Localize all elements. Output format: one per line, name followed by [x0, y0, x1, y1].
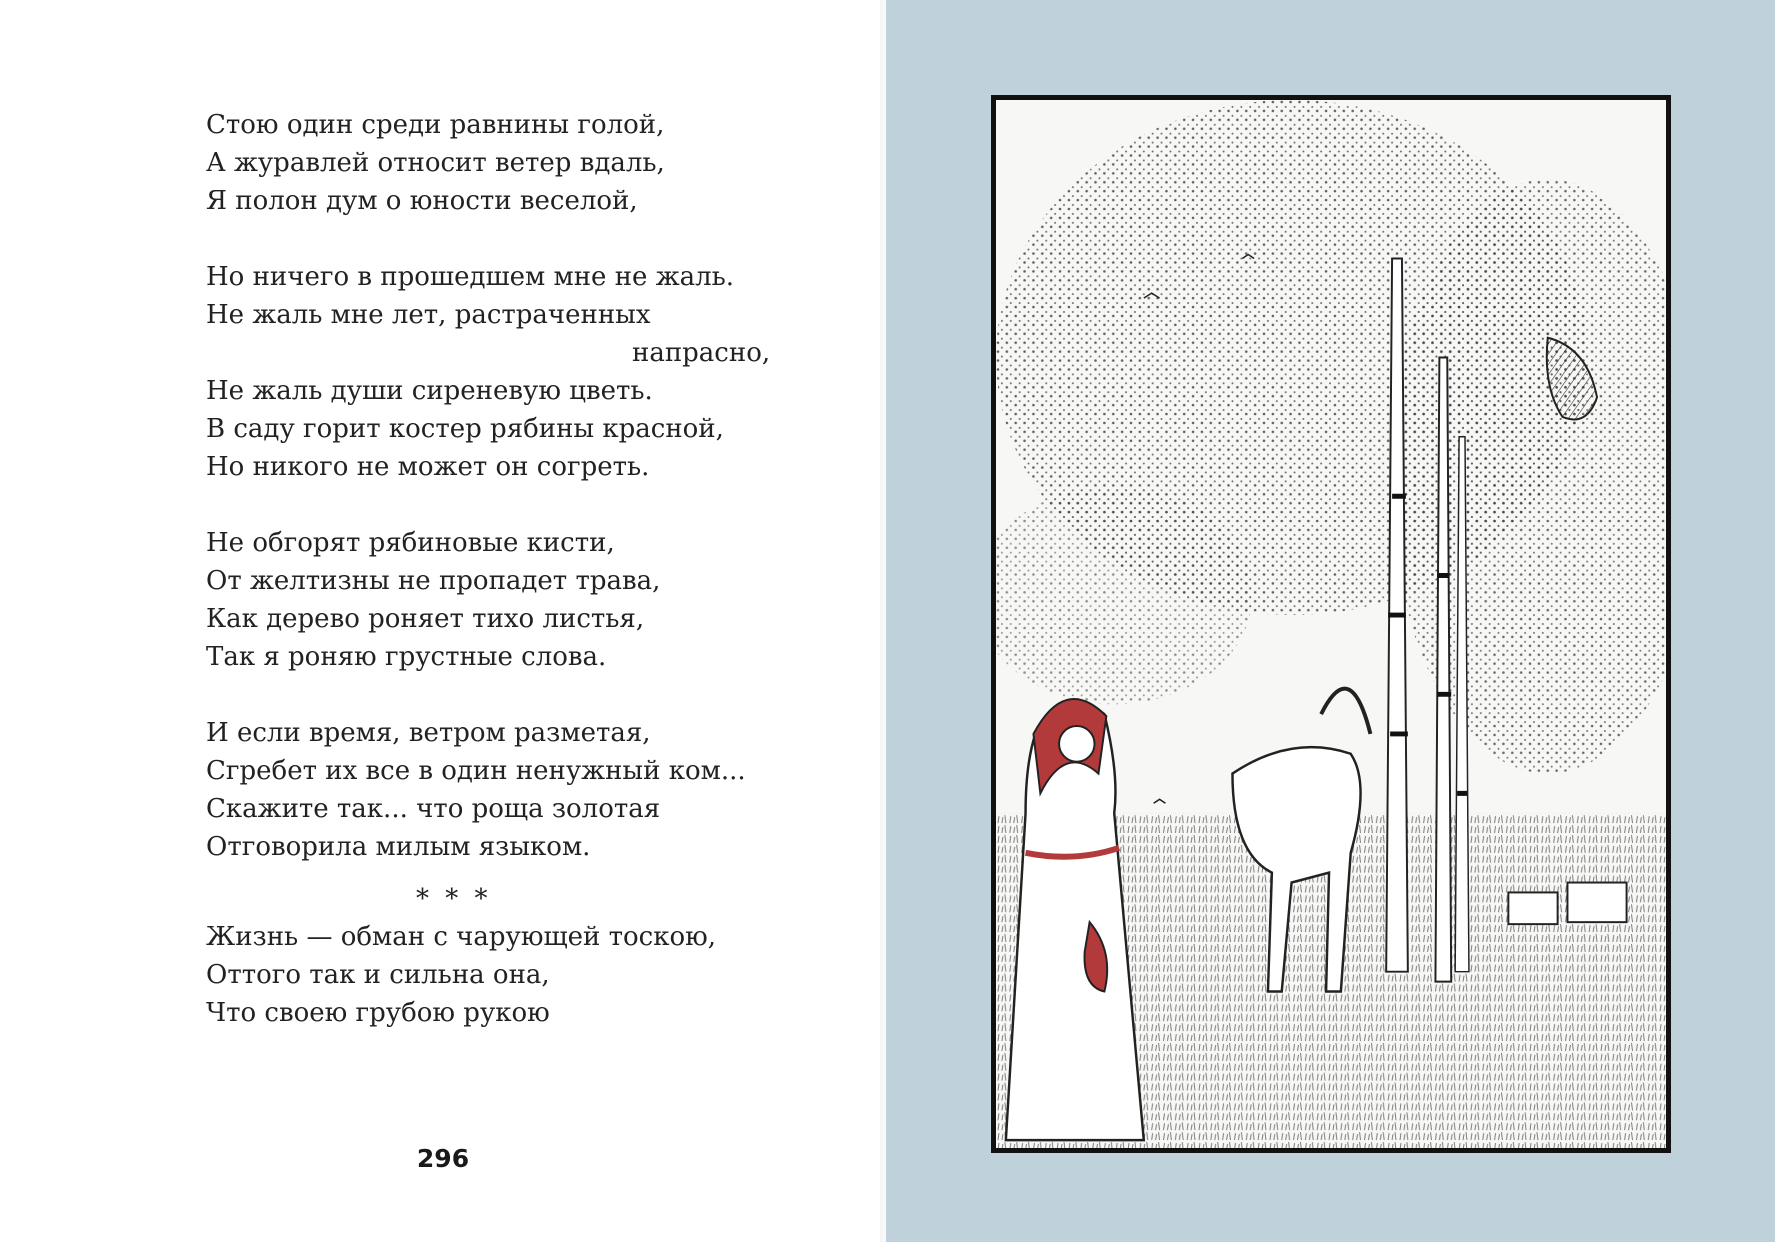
stanza-gap	[206, 220, 806, 258]
poem-line: Скажите так... что роща золотая	[206, 794, 661, 824]
poem-line: Как дерево роняет тихо листья,	[206, 604, 645, 634]
stanza-gap	[206, 486, 806, 524]
poem-line: Не жаль мне лет, растраченных	[206, 300, 651, 330]
poem-line: Не жаль души сиреневую цветь.	[206, 376, 653, 406]
stanza-gap	[206, 676, 806, 714]
poem-separator: * * *	[416, 884, 492, 914]
poem-line: От желтизны не пропадет трава,	[206, 566, 661, 596]
woman-face	[1059, 726, 1094, 762]
poem-line: Но ничего в прошедшем мне не жаль.	[206, 262, 735, 292]
poem-line-wrapped: напрасно,	[632, 338, 771, 368]
poem-line: Оттого так и сильна она,	[206, 960, 550, 990]
page-number: 296	[416, 1144, 470, 1173]
poem-line: Жизнь — обман с чарующей тоскою,	[206, 922, 717, 952]
poem-line: Не обгорят рябиновые кисти,	[206, 528, 615, 558]
poem-line: В саду горит костер рябины красной,	[206, 414, 724, 444]
left-page	[0, 0, 886, 1242]
poem-line: Стою один среди равнины голой,	[206, 110, 665, 140]
poem-line: Я полон дум о юности веселой,	[206, 186, 638, 216]
beehive	[1508, 892, 1557, 924]
poem-line: А журавлей относит ветер вдаль,	[206, 148, 665, 178]
poem-line: Но никого не может он согреть.	[206, 452, 650, 482]
poem-line: Сгребет их все в один ненужный ком...	[206, 756, 746, 786]
beehive	[1567, 883, 1626, 923]
birch-grove-illustration	[991, 95, 1671, 1153]
poem-line: Что своею грубою рукою	[206, 998, 550, 1028]
poem-line: И если время, ветром разметая,	[206, 718, 651, 748]
birch-trunk	[1435, 358, 1451, 982]
poem-text	[206, 106, 806, 1032]
poem-line: Так я роняю грустные слова.	[206, 642, 607, 672]
stanza-gap	[206, 866, 806, 880]
poem-line: Отговорила милым языком.	[206, 832, 591, 862]
illustration-drawing	[996, 100, 1666, 1148]
